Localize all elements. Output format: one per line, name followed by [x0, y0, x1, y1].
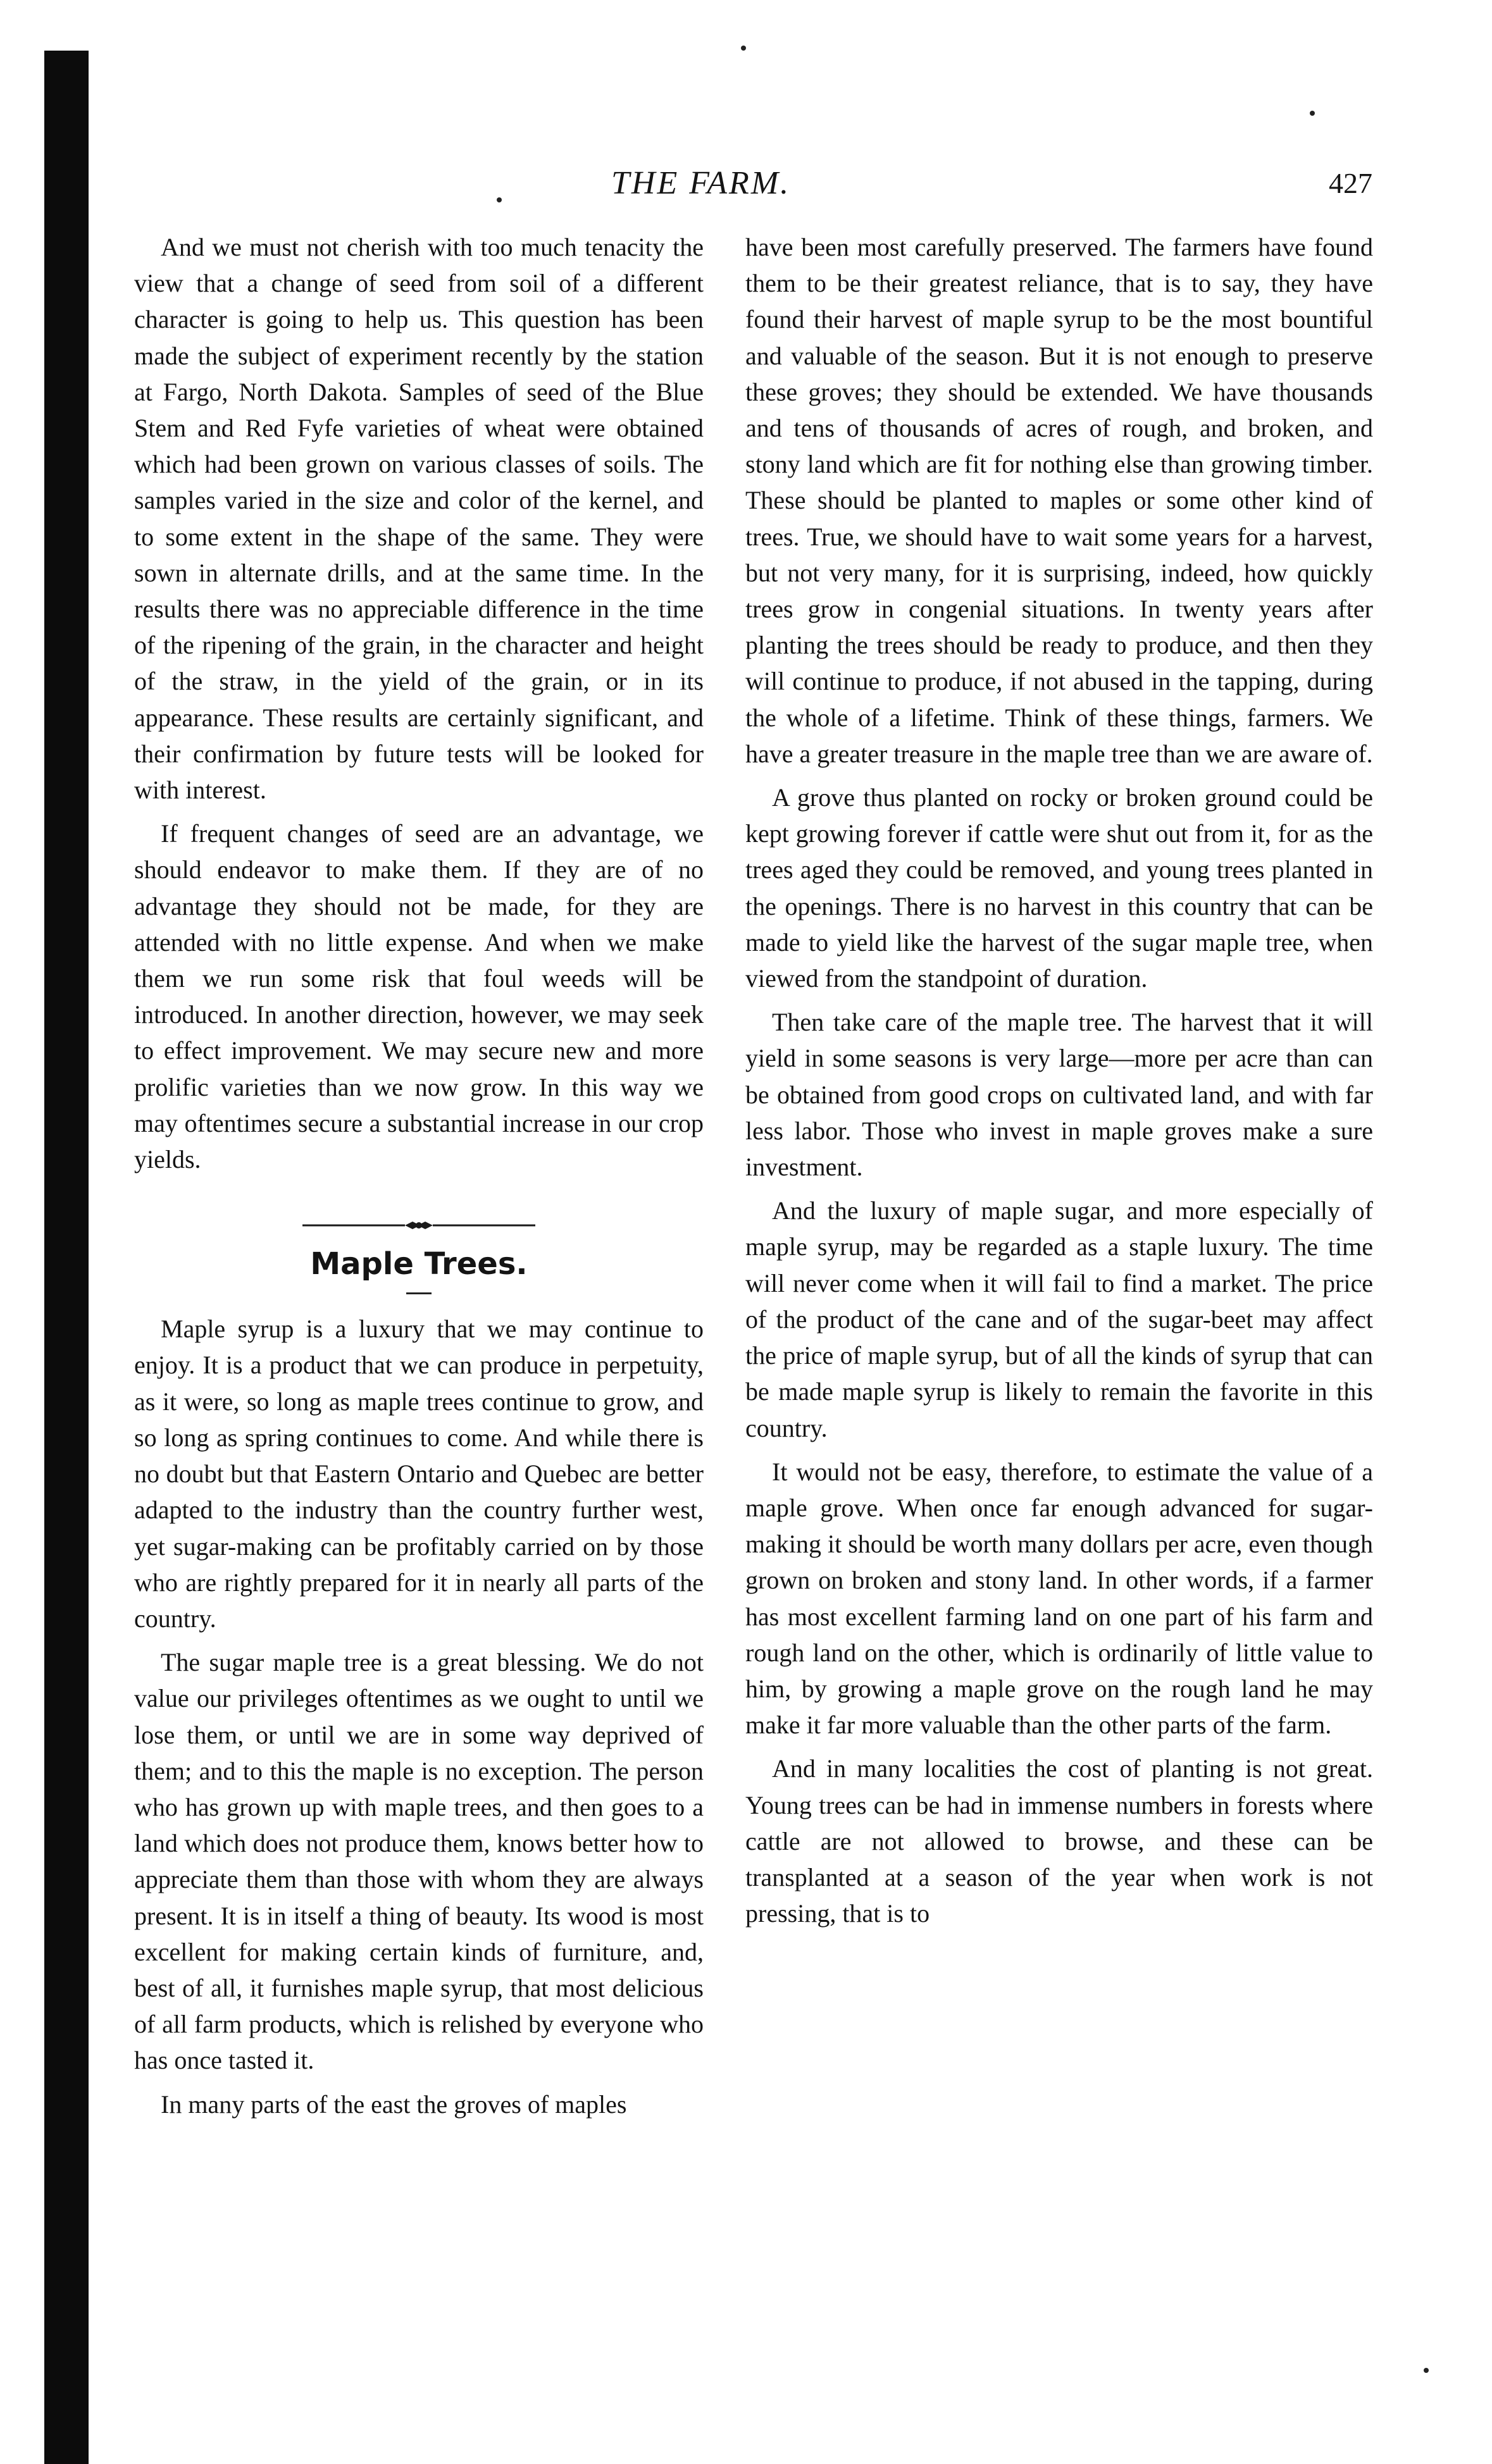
print-speck — [1424, 2368, 1429, 2373]
heading-dash-divider — [406, 1292, 432, 1294]
print-speck — [1310, 111, 1315, 116]
paragraph: The sugar maple tree is a great blessing. We do not value our privileges oftentimes as we ought to until we lose them, or until we are in some way deprived of them; and to this the maple is no exception. The person who has grown up with maple trees, and then goes to a land which does not produce them, knows better how to appreciate them than those with whom they are always present. It is in itself a thing of beauty. Its wood is most excellent for making certain kinds of furniture, and, best of all, it furnishes maple syrup, that most delicious of all farm products, which is relished by everyone who has once tasted it. — [134, 1648, 704, 2075]
page-number: 427 — [1329, 167, 1372, 199]
paragraph: And we must not cherish with too much tenacity the view that a change of seed from soil of a different character is going to help us. This question has been made the subject of experiment recently by the station at Fargo, North Dakota. Samples of seed of the Blue Stem and Red Fyfe varieties of wheat were obtained which had been grown on various classes of soils. The samples varied in the size and color of the kernel, and to some extent in the shape of the same. They were sown in alternate drills, and at the same time. In the results there was no appreciable difference in the time of the ripening of the grain, in the character and height of the straw, in the yield of the grain, or in its appearance. These results are certainly significant, and their confirmation by future tests will be looked for with interest. — [134, 233, 704, 805]
paragraph: In many parts of the east the groves of maples — [161, 2089, 627, 2119]
page-binding-edge — [44, 51, 89, 2464]
section-heading: Maple Trees. — [310, 1246, 528, 1282]
paragraph: A grove thus planted on rocky or broken ground could be kept growing forever if cattle were shut out from it, for as the trees aged they could be removed, and young trees planted in the openings. There is no harvest in this country that can be made to yield like the harvest of the sugar maple tree, when viewed from the standpoint of duration. — [745, 783, 1373, 993]
print-speck — [741, 46, 746, 51]
continued-paragraph: have been most carefully preserved. The farmers have found them to be their greatest reliance, that is to say, they have found their harvest of maple syrup to be the most bountiful and valuable of the season. But it is not enough to preserve these groves; they should be extended. We have thousands and tens of thousands of acres of rough, and broken, and stony land which are fit for nothing else than growing timber. These should be planted to maples or some other kind of trees. True, we should have to wait some years for a harvest, but not very many, for it is surprising, indeed, how quickly trees grow in congenial situations. In twenty years after planting the trees should be ready to produce, and then they will continue to produce, if not abused in the tapping, during the whole of a lifetime. Think of these things, farmers. We have a greater treasure in the maple tree than we are aware of. — [745, 233, 1373, 768]
running-header — [0, 161, 1492, 206]
paragraph: And the luxury of maple sugar, and more especially of maple syrup, may be regarded as a staple luxury. The time will never come when it will fail to find a market. The price of the product of the cane and of the sugar-beet may affect the price of maple syrup, but of all the kinds of syrup that can be made maple syrup is likely to remain the favorite in this country. — [745, 1196, 1373, 1442]
paragraph: Then take care of the maple tree. The harvest that it will yield in some seasons is very large—more per acre than can be obtained from good crops on cultivated land, and with far less labor. Those who invest in maple groves make a sure investment. — [745, 1008, 1373, 1182]
running-title: THE FARM. — [611, 165, 791, 201]
paragraph: It would not be easy, therefore, to estimate the value of a maple grove. When once far enough advanced for sugar-making it should be worth many dollars per acre, even though grown on broken and stony land. In other words, if a farmer has most excellent farming land on one part of his farm and rough land on the other, which is ordinarily of little value to him, by growing a maple grove on the rough land he may make it far more valuable than the other parts of the farm. — [745, 1457, 1373, 1740]
paragraph: And in many localities the cost of planting is not great. Young trees can be had in immense numbers in forests where cattle are not allowed to browse, and these can be transplanted at a season of the year when work is not pressing, that is to — [745, 1754, 1373, 1928]
left-column — [134, 229, 704, 2122]
section-divider-ornament — [134, 1213, 704, 1238]
paragraph: If frequent changes of seed are an advantage, we should endeavor to make them. If they are of no advantage they should not be made, for they are attended with no little expense. And when we make them we run some risk that foul weeds will be introduced. In another direction, however, we may seek to effect improvement. We may secure new and more prolific varieties than we now grow. In this way we may oftentimes secure a substantial increase in our crop yields. — [134, 819, 704, 1174]
paragraph: Maple syrup is a luxury that we may continue to enjoy. It is a product that we can produce in perpetuity, as it were, so long as maple trees continue to grow, and so long as spring continues to come. And while there is no doubt but that Eastern Ontario and Quebec are better adapted to the industry than the country further west, yet sugar-making can be profitably carried on by those who are rightly prepared for it in nearly all parts of the country. — [134, 1315, 704, 1633]
right-column — [745, 229, 1373, 1931]
